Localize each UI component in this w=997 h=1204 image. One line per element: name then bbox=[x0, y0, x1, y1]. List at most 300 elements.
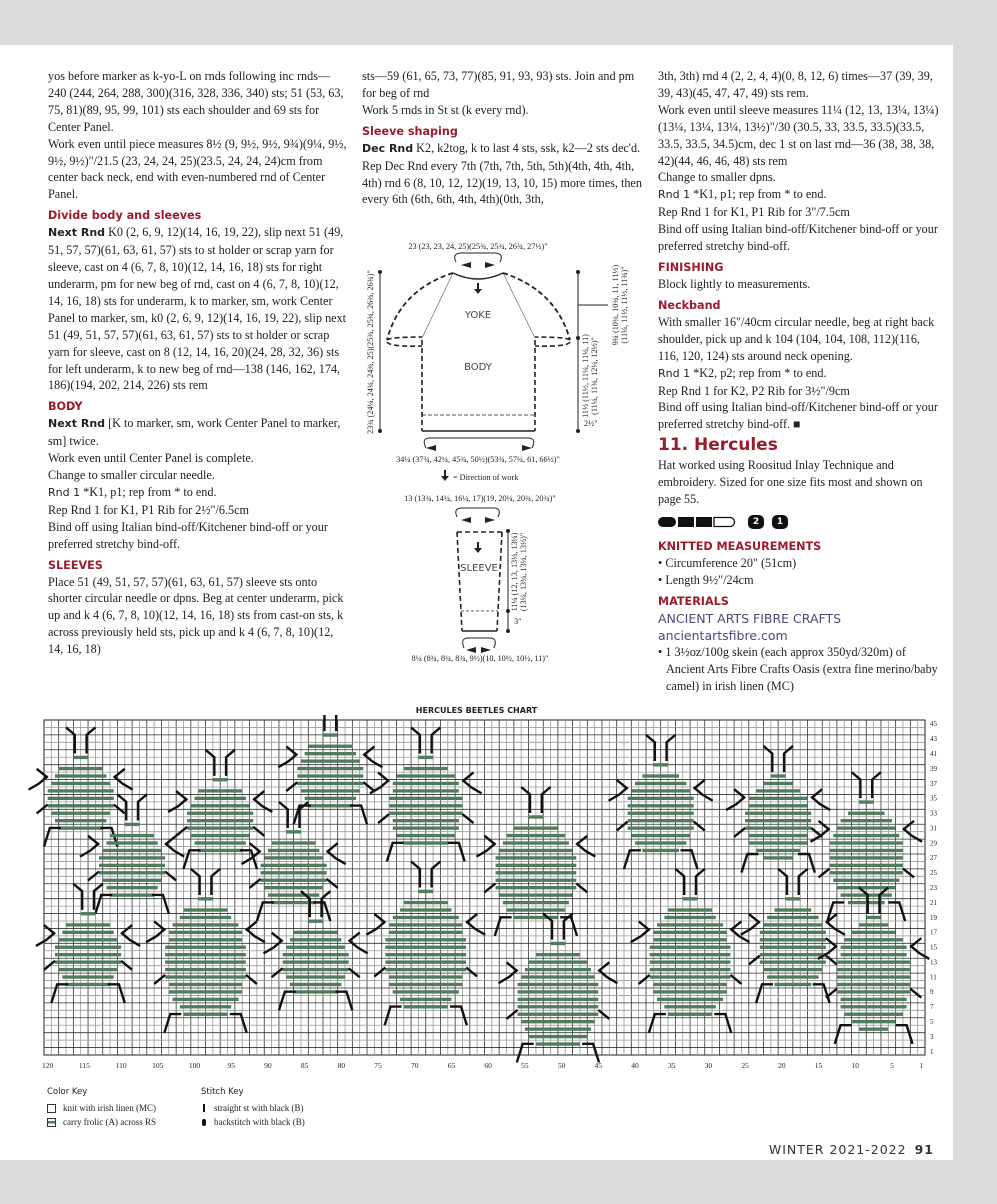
x-tick-label: 90 bbox=[264, 1061, 272, 1070]
paragraph-text: Block lightly to measurements. bbox=[658, 276, 811, 291]
beetle-stripe bbox=[837, 960, 910, 963]
x-tick-label: 65 bbox=[447, 1061, 456, 1070]
beetle-head bbox=[786, 897, 801, 900]
beetle-stripe bbox=[653, 990, 726, 993]
paragraph-text: Work even until piece measures 8½ (9, 9½, 9½, 9¾)(9¼, 9½, 9½, 9½)"/21.5 (23, 24, 24, 25)(23.5, 24, 24, 24)cm from center back neck, end with even-numbered rnd of Center Panel. bbox=[48, 136, 347, 202]
paragraph bbox=[658, 365, 940, 383]
paragraph-text: *K2, p2; rep from * to end. bbox=[693, 365, 827, 380]
beetle-head bbox=[529, 815, 544, 818]
beetle-stripe bbox=[393, 826, 459, 829]
beetle-head bbox=[418, 756, 433, 759]
beetle-stripe bbox=[503, 841, 569, 844]
beetle-stripe bbox=[837, 975, 910, 978]
beetle-head bbox=[771, 774, 786, 777]
beetle-stripe bbox=[261, 871, 327, 874]
y-tick-label: 3 bbox=[930, 1032, 934, 1041]
x-tick-label: 30 bbox=[704, 1061, 713, 1070]
paragraph-text: Change to smaller dpns. bbox=[658, 170, 776, 185]
text-column-1 bbox=[48, 68, 348, 658]
beetle-stripe bbox=[55, 774, 106, 777]
beetle-stripe bbox=[653, 938, 726, 941]
cuff-length-label: 3" bbox=[514, 617, 522, 626]
beetle-stripe bbox=[55, 819, 106, 822]
beetle-head bbox=[286, 830, 301, 833]
beetle-stripe bbox=[518, 1013, 599, 1016]
section-heading: BODY bbox=[48, 400, 83, 414]
beetle-stripe bbox=[529, 1035, 588, 1038]
section-heading: Sleeve shaping bbox=[362, 124, 458, 138]
beetle-stripe bbox=[628, 812, 694, 815]
bullet-item: • Circumference 20" (51cm) bbox=[658, 555, 797, 570]
x-tick-label: 40 bbox=[631, 1061, 639, 1070]
beetle-stripe bbox=[859, 923, 888, 926]
y-tick-label: 43 bbox=[930, 735, 937, 744]
beetle-stripe bbox=[261, 864, 327, 867]
beetle-stripe bbox=[650, 946, 731, 949]
beetle-stripe bbox=[852, 1020, 896, 1023]
beetle-stripe bbox=[668, 908, 712, 911]
beetle-stripe bbox=[396, 774, 455, 777]
beetle-stripe bbox=[286, 946, 345, 949]
beetle-stripe bbox=[642, 774, 679, 777]
paragraph-text: K2, k2tog, k to last 4 sts, ssk, k2—2 sts dec'd. bbox=[416, 140, 641, 155]
beetle-stripe bbox=[198, 849, 242, 852]
beetle-stripe bbox=[103, 879, 162, 882]
beetle-stripe bbox=[59, 938, 118, 941]
beetle-stripe bbox=[657, 923, 723, 926]
beetle-stripe bbox=[830, 864, 903, 867]
text-column-3 bbox=[658, 68, 940, 694]
beetle-stripe bbox=[103, 849, 162, 852]
y-tick-label: 1 bbox=[930, 1047, 934, 1056]
paragraph bbox=[362, 140, 644, 158]
beetle-stripe bbox=[385, 946, 466, 949]
color-key bbox=[47, 1087, 156, 1129]
x-tick-label: 20 bbox=[778, 1061, 786, 1070]
skill-icons bbox=[658, 510, 940, 534]
total-length-label: 23¾ (24¼, 24¾, 24¾, 25)(25¾, 25¾, 26¾, 26¾)" bbox=[366, 270, 375, 434]
paragraph bbox=[48, 136, 348, 204]
paragraph-text: [K to marker, sm, work Center Panel to marker, sm] twice. bbox=[48, 416, 341, 449]
beetle-stripe bbox=[191, 834, 250, 837]
beetle-stripe bbox=[268, 849, 319, 852]
paragraph-text: *K1, p1; rep from * to end. bbox=[83, 484, 217, 499]
beetle-stripe bbox=[55, 946, 121, 949]
beetle-stripe bbox=[760, 960, 826, 963]
paragraph bbox=[362, 102, 644, 119]
beetles-chart bbox=[0, 715, 953, 1075]
beetle-stripe bbox=[521, 1020, 594, 1023]
paragraph-text: Hat worked using Roositud Inlay Technique and embroidery. Sized for one size fits most and shown on page 55. bbox=[658, 458, 923, 507]
beetle-stripe bbox=[767, 975, 818, 978]
paragraph-text: Rep Rnd 1 for K2, P2 Rib for 3½"/9cm bbox=[658, 383, 850, 398]
beetle-stripe bbox=[400, 998, 451, 1001]
beetle-stripe bbox=[503, 901, 569, 904]
upper-arm-label: 13 (13¾, 14¼, 16¼, 17)(19, 20¼, 20¾, 20¾)" bbox=[404, 494, 556, 503]
beetle-stripe bbox=[110, 834, 154, 837]
beetle-stripe bbox=[59, 968, 118, 971]
instruction-label: Rnd 1 bbox=[658, 366, 691, 380]
beetle-stripe bbox=[745, 812, 811, 815]
beetle-stripe bbox=[165, 946, 246, 949]
x-tick-label: 70 bbox=[411, 1061, 419, 1070]
section-heading: SLEEVES bbox=[48, 558, 103, 572]
beetle-stripe bbox=[628, 804, 694, 807]
yarn-brand: ancientartsfibre.com bbox=[658, 627, 788, 643]
paragraph-text: yos before marker as k-yo-L on rnds following inc rnds—240 (244, 264, 288, 300)(316, 328, 336, 340) sts; 51 (53, 63, 75, 81)(89, 95, 99, 101) sts each shoulder and 69 sts for Center Panel. bbox=[48, 69, 344, 134]
wrist-label: 8¼ (8¾, 8¾, 8¾, 9½)(10, 10½, 10½, 11)" bbox=[411, 654, 549, 663]
beetle-stripe bbox=[389, 975, 462, 978]
beetle-stripe bbox=[830, 856, 903, 859]
beetle-stripe bbox=[841, 946, 907, 949]
paragraph-text: Work even until sleeve measures 11¼ (12, 13, 13¼, 13¼)(13¼, 13¼, 13¼, 13½)"/30 (30.5, 33, 33.5, 33.5)(33.5, 33.5, 33.5, 34.5)cm, dec 1 st on last rnd—36 (38, 38, 38, 42)(44, 46, 46, 48) sts rem bbox=[658, 102, 939, 168]
beetle-stripe bbox=[745, 819, 811, 822]
beetle-stripe bbox=[66, 983, 110, 986]
paragraph-text: *K1, p1; rep from * to end. bbox=[693, 187, 827, 202]
y-tick-label: 19 bbox=[930, 913, 937, 922]
yarn-brand: ANCIENT ARTS FIBRE CRAFTS bbox=[658, 610, 842, 626]
beetle-stripe bbox=[286, 975, 345, 978]
x-tick-label: 105 bbox=[152, 1061, 164, 1070]
color-key-label: carry frolic (A) across RS bbox=[63, 1117, 156, 1127]
beetle-head bbox=[683, 897, 698, 900]
paragraph bbox=[48, 502, 348, 519]
paragraph-text: Place 51 (49, 51, 57, 57)(61, 63, 61, 57) sleeve sts onto shorter circular needle or dpns. Beg at center underarm, pick up and k 4 (6, 7, 8, 10)(12, 14, 16, 18) sts from cast-on sts, k across previously held sts, pick up and k 4 (6, 7, 8, 10)(12, 14, 16, 18) bbox=[48, 574, 344, 657]
beetle-stripe bbox=[290, 983, 341, 986]
beetle-stripe bbox=[393, 789, 459, 792]
color-key-title: Color Key bbox=[47, 1087, 88, 1097]
beetle-stripe bbox=[841, 998, 907, 1001]
instruction-label: Rnd 1 bbox=[658, 188, 691, 202]
sleeve-length-label: 11¼ (12, 13, 13¼, 13¼) bbox=[510, 532, 519, 612]
chest-label: 34¼ (37¾, 42¼, 45¾, 50½)(53¾, 57¼, 61, 66½)" bbox=[396, 455, 560, 464]
y-tick-label: 25 bbox=[930, 869, 937, 878]
beetle-stripe bbox=[496, 871, 577, 874]
paragraph-text: 3th, 3th) rnd 4 (2, 2, 4, 4)(0, 8, 12, 6) times—37 (39, 39, 39, 43)(45, 47, 47, 49) sts rem. bbox=[658, 69, 933, 100]
beetle-stripe bbox=[165, 953, 246, 956]
paragraph-text: K0 (2, 6, 9, 12)(14, 16, 19, 22), slip next 51 (49, 51, 57, 57)(61, 63, 61, 57) sts to st holder or scrap yarn for sleeve, cast on 4 (6, 7, 8, 10)(12, 14, 16, 18) sts for right underarm, pm for new beg of rnd, cast on 4 (6, 7, 8, 10)(12, 14, 16, 18) sts for underarm, k to marker, sm, work Center Panel to marker, sm, k0 (2, 6, 9, 12)(14, 16, 19, 22), slip next 51 (49, 51, 57, 57)(61, 63, 61, 57) sts to st holder or scrap yarn for sleeve, cast on 8 (12, 14, 16, 20)(24, 28, 32, 36) sts for left underarm, k to new beg of rnd—138 (146, 162, 174, 186)(194, 202, 214, 226) sts rem bbox=[48, 225, 347, 393]
paragraph bbox=[48, 68, 348, 136]
beetle-stripe bbox=[760, 938, 826, 941]
y-tick-label: 35 bbox=[930, 794, 937, 803]
paragraph bbox=[658, 383, 940, 400]
beetle-stripe bbox=[264, 886, 323, 889]
paragraph bbox=[658, 276, 940, 293]
beetle-stripe bbox=[664, 1005, 715, 1008]
beetle-stripe bbox=[389, 812, 462, 815]
beetle-stripe bbox=[169, 983, 242, 986]
beetle-stripe bbox=[268, 893, 319, 896]
body-length-label: 11½ (11½, 11¼, 11¼, 11) bbox=[581, 334, 590, 418]
paragraph bbox=[48, 415, 348, 450]
beetle-stripe bbox=[62, 975, 113, 978]
beetle-stripe bbox=[396, 834, 455, 837]
paragraph-text: Rep Rnd 1 for K1, P1 Rib for 2½"/6.5cm bbox=[48, 502, 249, 517]
paragraph-text: sts—59 (61, 65, 73, 77)(85, 91, 93, 93) sts. Join and pm for beg of rnd bbox=[362, 69, 635, 100]
instruction-label: Dec Rnd bbox=[362, 141, 414, 155]
beetle-stripe bbox=[385, 938, 466, 941]
beetle-stripe bbox=[628, 819, 694, 822]
y-tick-label: 45 bbox=[930, 720, 937, 729]
beetle-stripe bbox=[297, 782, 363, 785]
y-tick-label: 31 bbox=[930, 824, 937, 833]
beetle-stripe bbox=[305, 797, 356, 800]
beetle-stripe bbox=[499, 849, 572, 852]
difficulty-badge: 2 bbox=[748, 515, 764, 529]
beetle-stripe bbox=[165, 960, 246, 963]
beetle-stripe bbox=[749, 804, 808, 807]
beetle-stripe bbox=[165, 968, 246, 971]
beetle-head bbox=[308, 920, 323, 923]
beetle-head bbox=[418, 890, 433, 893]
paragraph bbox=[658, 314, 940, 365]
beetle-stripe bbox=[837, 968, 910, 971]
beetle-stripe bbox=[844, 1013, 903, 1016]
beetle-stripe bbox=[198, 789, 242, 792]
beetle-stripe bbox=[389, 923, 462, 926]
beetle-stripe bbox=[763, 856, 792, 859]
beetle-stripe bbox=[385, 960, 466, 963]
beetle-stripe bbox=[496, 886, 577, 889]
y-tick-label: 13 bbox=[930, 958, 937, 967]
stitch-key-label: straight st with black (B) bbox=[214, 1103, 304, 1113]
x-tick-label: 10 bbox=[851, 1061, 860, 1070]
beetle-stripe bbox=[767, 916, 818, 919]
section-heading: KNITTED MEASUREMENTS bbox=[658, 539, 822, 553]
beetle-stripe bbox=[169, 990, 242, 993]
beetle-stripe bbox=[99, 856, 165, 859]
beetle-stripe bbox=[297, 774, 363, 777]
y-tick-label: 29 bbox=[930, 839, 937, 848]
beetle-stripe bbox=[653, 983, 726, 986]
beetle-stripe bbox=[514, 826, 558, 829]
x-tick-label: 120 bbox=[42, 1061, 54, 1070]
direction-legend: = Direction of work bbox=[453, 473, 519, 482]
beetle-stripe bbox=[496, 856, 577, 859]
paragraph bbox=[48, 224, 348, 394]
beetle-stripe bbox=[389, 797, 462, 800]
beetle-stripe bbox=[525, 968, 591, 971]
beetle-stripe bbox=[297, 767, 363, 770]
beetle-stripe bbox=[514, 916, 558, 919]
section-heading: MATERIALS bbox=[658, 594, 729, 608]
beetle-stripe bbox=[272, 841, 316, 844]
section-heading: Neckband bbox=[658, 298, 721, 312]
carry-swatch-icon bbox=[47, 1118, 56, 1127]
beetle-stripe bbox=[51, 782, 110, 785]
beetle-stripe bbox=[165, 975, 246, 978]
beetle-stripe bbox=[745, 826, 811, 829]
beetle-stripe bbox=[404, 1005, 448, 1008]
beetle-stripe bbox=[830, 849, 903, 852]
beetle-stripe bbox=[844, 938, 903, 941]
beetle-stripe bbox=[653, 931, 726, 934]
beetle-stripe bbox=[852, 931, 896, 934]
beetle-stripe bbox=[760, 946, 826, 949]
beetle-stripe bbox=[308, 804, 352, 807]
sleeve-label: SLEEVE bbox=[460, 563, 498, 574]
beetle-stripe bbox=[518, 998, 599, 1001]
beetle-stripe bbox=[525, 1027, 591, 1030]
beetle-stripe bbox=[385, 953, 466, 956]
beetle-stripe bbox=[518, 983, 599, 986]
beetle-stripe bbox=[518, 990, 599, 993]
y-tick-label: 17 bbox=[930, 928, 937, 937]
beetle-stripe bbox=[499, 893, 572, 896]
beetle-stripe bbox=[294, 931, 338, 934]
beetle-stripe bbox=[830, 871, 903, 874]
beetle-stripe bbox=[631, 789, 690, 792]
paragraph bbox=[48, 519, 348, 553]
beetle-stripe bbox=[393, 990, 459, 993]
beetle-head bbox=[73, 756, 88, 759]
bullet-item: • 1 3½oz/100g skein (each approx 350yd/320m) of Ancient Arts Fibre Crafts Oasis (extra fine merino/baby camel) in irish linen (MC) bbox=[658, 644, 938, 693]
beetle-stripe bbox=[763, 923, 822, 926]
stitch-key bbox=[201, 1087, 305, 1129]
beetle-stripe bbox=[172, 998, 238, 1001]
beetle-stripe bbox=[529, 960, 588, 963]
y-tick-label: 9 bbox=[930, 988, 934, 997]
x-tick-label: 75 bbox=[374, 1061, 382, 1070]
paragraph bbox=[48, 574, 348, 659]
x-tick-label: 100 bbox=[188, 1061, 201, 1070]
beetle-stripe bbox=[55, 960, 121, 963]
y-tick-label: 23 bbox=[930, 884, 937, 892]
beetle-stripe bbox=[187, 826, 253, 829]
beetle-stripe bbox=[55, 953, 121, 956]
body-label: BODY bbox=[464, 362, 492, 373]
beetle-stripe bbox=[62, 931, 113, 934]
x-tick-label: 25 bbox=[741, 1061, 749, 1070]
beetle-head bbox=[551, 942, 566, 945]
beetle-stripe bbox=[830, 841, 903, 844]
color-key-item bbox=[47, 1115, 156, 1129]
paragraph-text: Work even until Center Panel is complete. bbox=[48, 451, 254, 466]
y-tick-label: 5 bbox=[930, 1018, 934, 1026]
beetle-stripe bbox=[393, 819, 459, 822]
paragraph-text: Bind off using Italian bind-off/Kitchener bind-off or your preferred stretchy bind-off. bbox=[658, 222, 938, 254]
stitch-key-item bbox=[201, 1115, 305, 1129]
beetle-stripe bbox=[650, 953, 731, 956]
beetle-stripe bbox=[749, 834, 808, 837]
straight-stitch-icon bbox=[203, 1104, 205, 1112]
x-tick-label: 35 bbox=[667, 1061, 676, 1070]
paragraph bbox=[658, 399, 940, 433]
y-tick-label: 27 bbox=[930, 854, 937, 863]
beetle-stripe bbox=[763, 782, 792, 785]
y-tick-label: 33 bbox=[930, 809, 937, 818]
beetle-stripe bbox=[305, 752, 356, 755]
paragraph bbox=[48, 450, 348, 467]
stitch-key-item bbox=[201, 1101, 305, 1115]
beetle-stripe bbox=[859, 1027, 888, 1030]
paragraph bbox=[658, 102, 940, 170]
beetle-stripe bbox=[106, 886, 157, 889]
paragraph bbox=[48, 484, 348, 502]
beetle-stripe bbox=[389, 931, 462, 934]
mc-swatch-icon bbox=[47, 1104, 56, 1113]
beetle-stripe bbox=[48, 804, 114, 807]
direction-arrow-icon bbox=[474, 283, 482, 294]
beetle-stripe bbox=[195, 797, 246, 800]
x-tick-label: 80 bbox=[337, 1061, 346, 1070]
beetle-stripe bbox=[187, 819, 253, 822]
beetle-head bbox=[125, 823, 140, 826]
beetle-stripe bbox=[521, 975, 594, 978]
beetle-stripe bbox=[301, 759, 360, 762]
beetle-stripe bbox=[195, 841, 246, 844]
x-tick-label: 60 bbox=[484, 1061, 492, 1070]
x-tick-label: 5 bbox=[890, 1061, 894, 1070]
beetle-stripe bbox=[59, 767, 103, 770]
beetle-stripe bbox=[191, 804, 250, 807]
paragraph bbox=[658, 186, 940, 204]
beetle-stripe bbox=[668, 1013, 712, 1016]
beetle-stripe bbox=[180, 916, 231, 919]
beetle-stripe bbox=[400, 908, 451, 911]
beetle-head bbox=[81, 912, 96, 915]
beetle-stripe bbox=[760, 953, 826, 956]
beetle-stripe bbox=[99, 871, 165, 874]
beetle-stripe bbox=[536, 1042, 580, 1045]
y-tick-label: 37 bbox=[930, 779, 937, 788]
x-tick-label: 45 bbox=[594, 1061, 603, 1070]
paragraph-text: Bind off using Italian bind-off/Kitchener bind-off or your preferred stretchy bind-off. ■ bbox=[658, 400, 938, 432]
beetle-stripe bbox=[628, 826, 694, 829]
x-tick-label: 115 bbox=[78, 1061, 90, 1070]
paragraph-text: Change to smaller circular needle. bbox=[48, 468, 215, 483]
paragraph-text: Rep Rnd 1 for K1, P1 Rib for 3"/7.5cm bbox=[658, 205, 850, 220]
instruction-label: Next Rnd bbox=[48, 417, 106, 431]
stitch-key-title: Stitch Key bbox=[201, 1087, 244, 1097]
beetle-stripe bbox=[833, 879, 899, 882]
beetle-stripe bbox=[404, 767, 448, 770]
direction-arrow-icon bbox=[474, 542, 482, 553]
beetle-stripe bbox=[389, 804, 462, 807]
paragraph-text: Work 5 rnds in St st (k every rnd). bbox=[362, 102, 529, 117]
beetle-stripe bbox=[404, 841, 448, 844]
beetle-stripe bbox=[833, 834, 899, 837]
chart-title: HERCULES BEETLES CHART bbox=[415, 706, 538, 715]
beetle-stripe bbox=[290, 938, 341, 941]
paragraph bbox=[658, 221, 940, 255]
beetle-stripe bbox=[183, 1013, 227, 1016]
backstitch-icon bbox=[202, 1119, 206, 1126]
beetle-stripe bbox=[631, 834, 690, 837]
paragraph bbox=[48, 467, 348, 484]
beetle-stripe bbox=[308, 745, 352, 748]
beetle-stripe bbox=[172, 923, 238, 926]
beetle-stripe bbox=[283, 953, 349, 956]
beetle-stripe bbox=[657, 998, 723, 1001]
yarn-weight-icon bbox=[658, 515, 740, 529]
beetle-stripe bbox=[837, 990, 910, 993]
beetle-stripe bbox=[106, 841, 157, 844]
x-tick-label: 50 bbox=[557, 1061, 566, 1070]
section-heading: Divide body and sleeves bbox=[48, 209, 202, 223]
page-footer bbox=[769, 1142, 934, 1157]
beetle-stripe bbox=[841, 819, 892, 822]
size-badge: 1 bbox=[772, 515, 788, 529]
beetle-stripe bbox=[848, 812, 885, 815]
beetle-stripe bbox=[169, 938, 242, 941]
beetle-stripe bbox=[774, 983, 811, 986]
neck-width-label: 23 (23, 23, 24, 25)(25¾, 25¾, 26¾, 27½)" bbox=[408, 242, 548, 251]
y-tick-label: 21 bbox=[930, 898, 937, 907]
beetle-stripe bbox=[756, 789, 800, 792]
body-length-label-2: (11¼, 11¾, 12¼, 12½)" bbox=[590, 337, 599, 415]
beetle-stripe bbox=[507, 834, 566, 837]
